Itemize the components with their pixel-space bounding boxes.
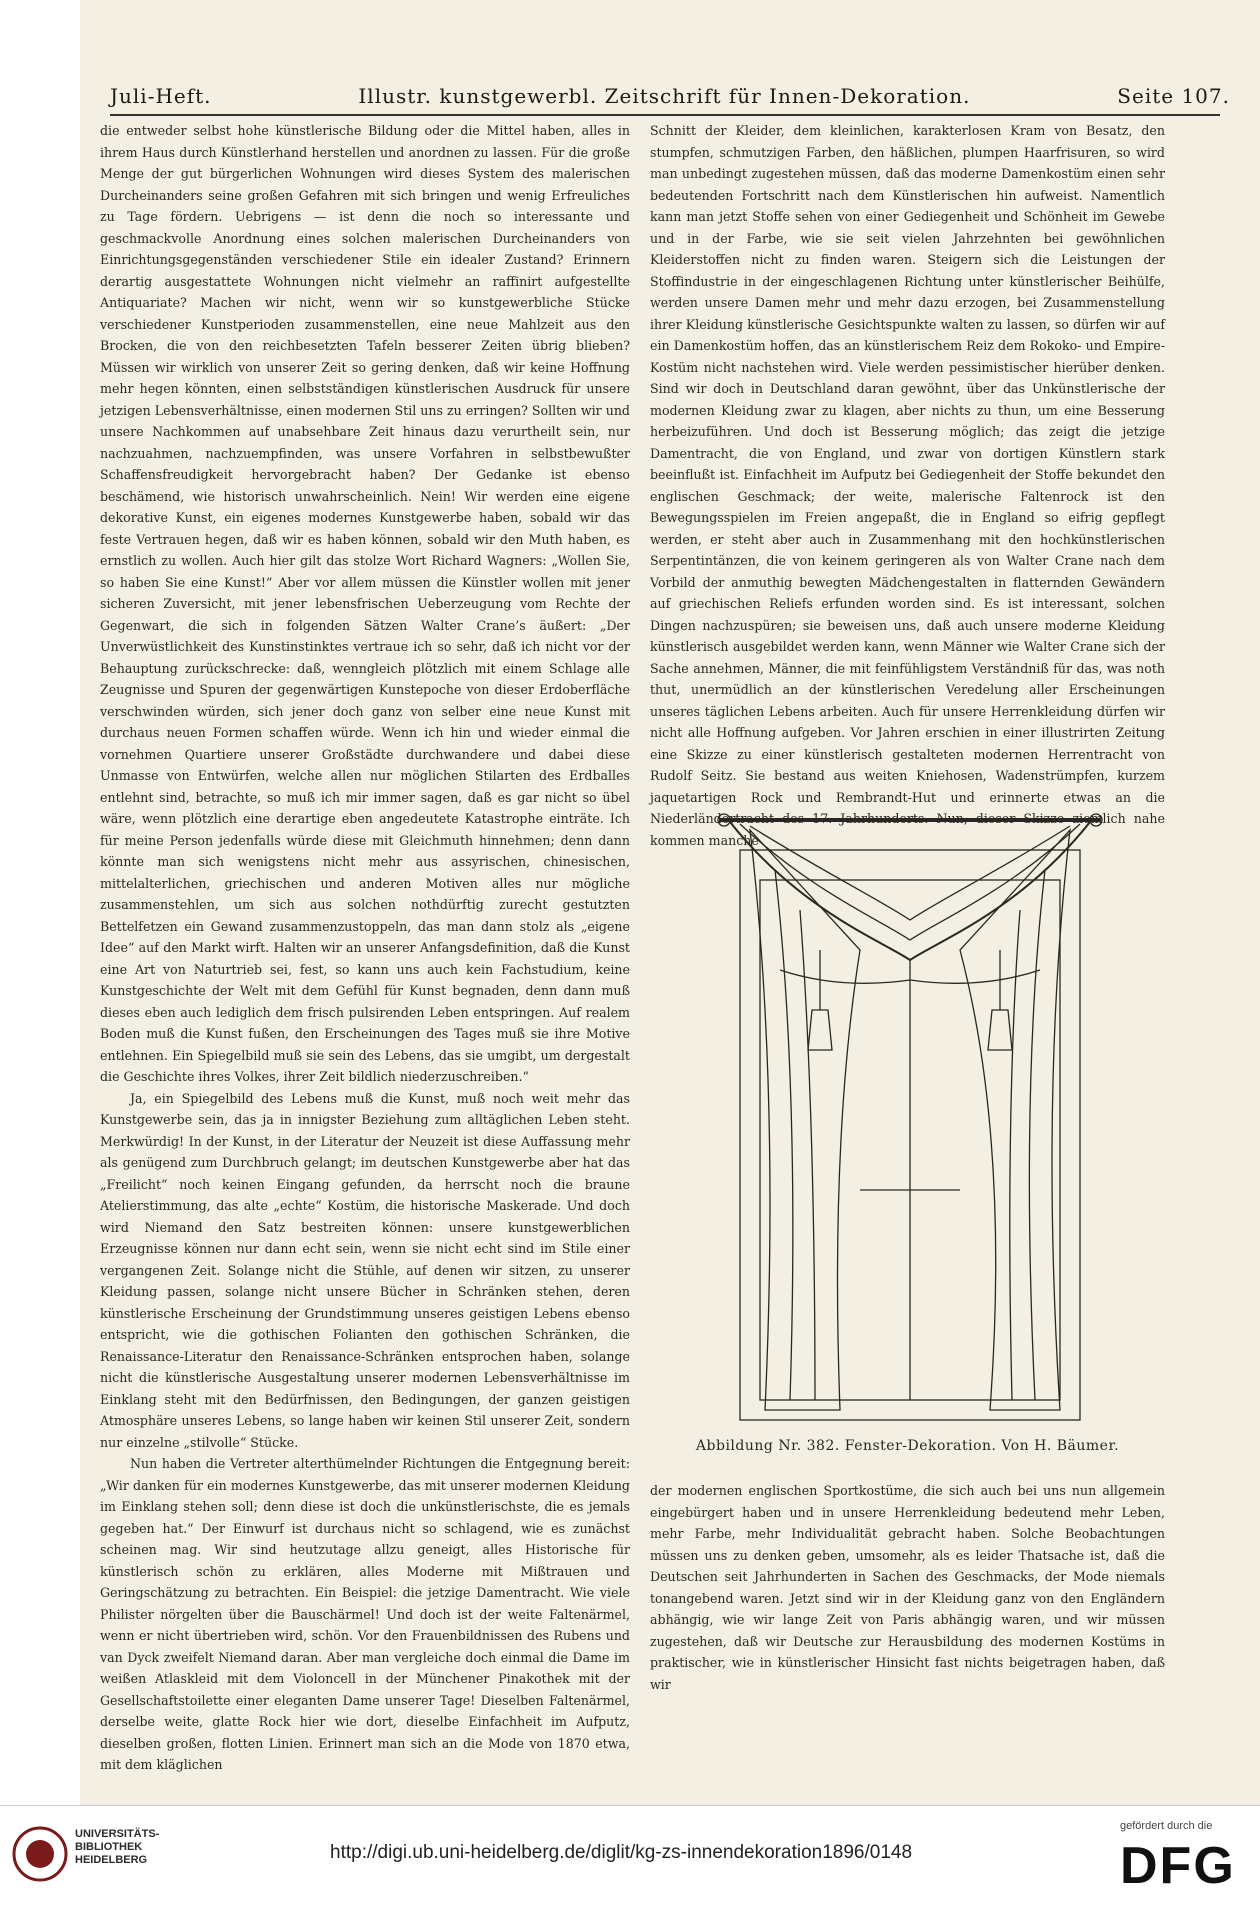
scanned-page [80,0,1260,1805]
curtain-left-fold [800,910,815,1400]
window-decoration-illustration [720,790,1100,1430]
paragraph: Schnitt der Kleider, dem kleinlichen, karakterlosen Kram von Besatz, den stumpfen, schmutzigen Farben, den häßlichen, plumpen Haarfrisuren, so wird man unbedingt zugestehen müssen, daß das moderne Damenkostüm einen sehr bedeutenden Fortschritt nach dem Künstlerischen hin aufweist. Namentlich kann man jetzt Stoffe sehen von einer Gediegenheit und Schönheit im Gewebe und in der Farbe, wie sie seit vielen Jahrzehnten bei gewöhnlichen Kleiderstoffen nicht zu finden waren. Steigern sich die Leistungen der Stoffindustrie in der eingeschlagenen Richtung unter künstlerischer Beihülfe, werden unsere Damen mehr und mehr dazu erzogen, bei Zusammenstellung ihrer Kleidung künstlerische Gesichtspunkte walten zu lassen, so dürfen wir auf ein Damenkostüm hoffen, das an künstlerischem Reiz dem Rokoko- und Empire-Kostüm nicht nachstehen wird. Viele werden pessimistischer hierüber denken. Sind wir doch in Deutschland daran gewöhnt, über das Unkünstlerische der modernen Kleidung zwar zu klagen, aber nichts zu thun, um eine Besserung herbeizuführen. Und doch ist Besserung möglich; das zeigt die jetzige Damentracht, die von England, und zwar von dortigen Künstlern stark beeinflußt ist. Einfachheit im Aufputz bei Gediegenheit der Stoffe bekundet den englischen Geschmack; der weite, malerische Faltenrock ist den Bewegungsspielen im Freien angepaßt, die in England so eifrig gepflegt werden, er steht aber auch in Zusammenhang mit den hochkünstlerischen Serpentintänzen, die von keinem geringeren als von Walter Crane nach dem Vorbild der anmuthig bewegten Mädchengestalten in flatternden Gewändern auf griechischen Reliefs erfunden worden sind. Es ist interessant, solchen Dingen nachzuspüren; sie beweisen uns, daß auch unsere moderne Kleidung künstlerisch ausgebildet werden kann, wenn Männer wie Walter Crane sich der Sache annehmen, Männer, die mit feinfühligstem Verständniß für das, was noth thut, unermüdlich an der künstlerischen Veredelung aller Erscheinungen unseres täglichen Lebens arbeiten. Auch für unsere Herrenkleidung dürfen wir nicht alle Hoffnung aufgeben. Vor Jahren erschien in einer illustrirten Zeitung eine Skizze zu einer künstlerisch gestalteten modernen Herrentracht von Rudolf Seitz. Sie bestand aus weiten Kniehosen, Wadenstrümpfen, kurzem jaquetartigen Rock und Rembrandt-Hut und erinnerte etwas an die Niederländertracht des 17. Jahrhunderts. Nun, dieser Skizze ziemlich nahe kommen manche [650,123,1165,848]
paragraph: Nun haben die Vertreter alterthümelnder Richtungen die Entgegnung bereit: „Wir danken für ein modernes Kunstgewerbe, das mit unserer modernen Kleidung im Einklang stehen soll; denn diese ist doch die unkünstlerischste, die es jemals gegeben hat.“ Der Einwurf ist durchaus nicht so schlagend, wie es zunächst scheinen mag. Wir sind heutzutage allzu geneigt, alles Historische für künstlerisch schön zu erklären, alles Moderne mit Mißtrauen und Geringschätzung zu betrachten. Ein Beispiel: die jetzige Damentracht. Wie viele Philister nörgelten über die Bauschärmel! Und doch ist der weite Faltenärmel, wenn er nicht übertrieben wird, schön. Vor den Frauenbildnissen des Rubens und van Dyck zweifelt Niemand daran. Aber man vergleiche doch einmal die Dame im weißen Atlaskleid mit dem Violoncell in der Münchener Pinakothek mit der Gesellschaftstoilette einer eleganten Dame unserer Tage! Dieselben Faltenärmel, derselbe weite, glatte Rock hier wie dort, dieselbe Einfachheit im Aufputz, dieselben großen, flotten Linien. Erinnert man sich an die Mode von 1870 etwa, mit dem kläglichen [100,1456,630,1772]
right-text-column-bottom [650,1480,1165,1692]
university-seal-icon [10,1824,70,1884]
tassel-right [988,950,1012,1050]
curtain-right-fold [1010,910,1020,1400]
library-name-line: BIBLIOTHEK [75,1841,143,1853]
curtain-left [750,830,860,1410]
header-page-number: Seite 107. [1117,84,1230,108]
running-header [110,72,1230,108]
funding-notice: gefördert durch die [1120,1820,1213,1832]
paragraph: Ja, ein Spiegelbild des Lebens muß die Kunst, muß noch weit mehr das Kunstgewerbe sein, das ja in innigster Beziehung zum alltäglichen Leben steht. Merkwürdig! In der Kunst, in der Literatur der Neuzeit ist diese Auffassung mehr als genügend zum Durchbruch gelangt; im deutschen Kunstgewerbe aber hat das „Freilicht“ noch keinen Eingang gefunden, da herrscht noch die braune Atelierstimmung, das alte „echte“ Kostüm, die historische Maskerade. Und doch wird Niemand den Satz bestreiten können: unsere kunstgewerblichen Erzeugnisse können nur dann echt sein, wenn sie nicht echt sind im Stile einer vergangenen Zeit. Solange nicht die Stühle, auf denen wir sitzen, zu unserer Kleidung passen, solange nicht unsere Bücher in Schränken stehen, deren künstlerische Erscheinung der Grundstimmung unseres geistigen Lebens ebenso entspricht, wie die gothischen Folianten den gothischen Schränken, die Renaissance-Literatur den Renaissance-Schränken entsprochen haben, solange nicht die künstlerische Ausgestaltung unserer modernen Lebensverhältnisse im Einklang steht mit den Bedürfnissen, den Bedingungen, der ganzen geistigen Atmosphäre unseres Lebens, so lange haben wir keinen Stil unserer Zeit, sondern nur einzelne „stilvolle“ Stücke. [100,1090,630,1450]
curtain-right-fold [1029,870,1045,1400]
right-text-column-top [650,120,1165,848]
figure-caption: Abbildung Nr. 382. Fenster-Dekoration. Von H. Bäumer. [695,1438,1120,1454]
paragraph: die entweder selbst hohe künstlerische Bildung oder die Mittel haben, alles in ihrem Haus durch Künstlerhand herstellen und anordnen zu lassen. Für die große Menge der gut bürgerlichen Wohnungen wird dieses System des malerischen Durcheinanders seine großen Gefahren mit sich bringen und wenig Erfreuliches zu Tage fördern. Uebrigens — ist denn die noch so interessante und geschmackvolle Anordnung eines solchen malerischen Durcheinanders von Einrichtungsgegenständen verschiedener Stile ein idealer Zustand? Erinnern derartig ausgestattete Wohnungen nicht vielmehr an raffinirt aufgestellte Antiquariate? Machen wir nicht, wenn wir so kunstgewerbliche Stücke verschiedener Kunstperioden zusammenstellen, eine neue Mahlzeit aus den Brocken, die von den reichbesetzten Tafeln besserer Zeiten übrig blieben? Müssen wir wirklich von unserer Zeit so gering denken, daß wir keine Hoffnung mehr hegen könnten, einen selbstständigen künstlerischen Ausdruck für unsere jetzigen Lebensverhältnisse, einen modernen Stil uns zu erringen? Sollten wir und unsere Nachkommen auf unabsehbare Zeit hinaus dazu verurtheilt sein, nur nachzuahmen, nachzuempfinden, was unsere Vorfahren in selbstbewußter Schaffensfreudigkeit hervorgebracht haben? Der Gedanke ist ebenso beschämend, wie historisch unwahrscheinlich. Nein! Wir werden eine eigene dekorative Kunst, ein eigenes modernes Kunstgewerbe haben, sobald wir das feste Vertrauen hegen, daß wir es haben können, sobald wir den Muth haben, es ernstlich zu wollen. Auch hier gilt das stolze Wort Richard Wagners: „Wollen Sie, so haben Sie eine Kunst!“ Aber vor allem müssen die Künstler wollen mit jener sicheren Zuversicht, mit jener lebensfrischen Ueberzeugung vom Rechte der Gegenwart, die sich in folgenden Sätzen Walter Crane’s äußert: „Der Unverwüstlichkeit des Kunstinstinktes vertraue ich so sehr, daß ich nicht vor der Behauptung zurückschrecke: daß, wenngleich plötzlich mit einem Schlage alle Zeugnisse und Spuren der gegenwärtigen Kunstepoche von dieser Erdoberfläche verschwinden würden, sich jener doch ganz von selber eine neue Kunst mit durchaus neuen Formen schaffen würde. Wenn ich hin und wieder einmal die vornehmen Quartiere unserer Großstädte durchwandere und dabei diese Unmasse von Entwürfen, welche allen nur möglichen Stilarten des Erdballes entlehnt sind, betrachte, so muß ich mir immer sagen, daß es gar nicht so übel wäre, wenn plötzlich eine derartige eben angedeutete Katastrophe einträte. Ich für meine Person jedenfalls würde diese mit Gleichmuth hinnehmen; denn dann könnte man sich wenigstens nicht mehr aus assyrischen, chinesischen, mittelalterlichen, griechischen und anderen Motiven alles nur mögliche zusammenstehlen, um sich aus solchen nothdürftig zurecht gestutzten Bettelfetzen ein Gewand zusammenzustoppeln, das man dann stolz als „eigene Idee“ auf den Markt wirft. Halten wir an unserer Anfangsdefinition, daß die Kunst eine Art von Naturtrieb sei, fest, so kann uns auch kein Fachstudium, keine Kunstgeschichte der Welt mit dem Gefühl für Kunst begnaden, denn dann muß dieses eben auch lediglich dem frisch pulsirenden Leben entspringen. Auf realem Boden muß die Kunst fußen, den Erscheinungen des Tages muß sie ihre Motive entlehnen. Ein Spiegelbild muß sie sein des Lebens, das sie umgibt, um dergestalt die Geschichte ihres Volkes, ihrer Zeit bildlich niederzuschreiben.“ [100,123,630,1084]
header-rule [110,114,1220,116]
left-text-column [100,120,630,1772]
curtain-left-fold [775,870,793,1400]
header-journal-title: Illustr. kunstgewerbl. Zeitschrift für Innen-Dekoration. [358,84,971,108]
dfg-logo: DFG [1120,1837,1236,1895]
library-name [75,1828,185,1867]
library-name-line: HEIDELBERG [75,1854,148,1866]
curtain-right [960,830,1070,1410]
paragraph: der modernen englischen Sportkostüme, die sich auch bei uns nun allgemein eingebürgert haben und in unsere Herrenkleidung bedeutend mehr Leben, mehr Farbe, mehr Individualität gebracht haben. Solche Beobachtungen müssen uns zu denken geben, umsomehr, als es leider Thatsache ist, daß die Deutschen seit Jahrhunderten in Sachen des Geschmacks, der Mode niemals tonangebend waren. Jetzt sind wir in der Kleidung ganz von den Engländern abhängig, wie wir lange Zeit von Paris abhängig waren, und wir müssen zugestehen, daß wir Deutsche zur Herausbildung des modernen Kostüms in praktischer, wie in künstlerischer Hinsicht fast nichts beigetragen haben, daß wir [650,1483,1165,1692]
library-name-line: UNIVERSITÄTS- [75,1828,160,1840]
header-issue: Juli-Heft. [110,84,212,108]
drape-swag-fold [750,826,1070,920]
tassel-left [808,950,832,1050]
permalink-url[interactable]: http://digi.ub.uni-heidelberg.de/diglit/kg-zs-innendekoration1896/0148 [330,1842,913,1863]
drape-swag-fold [740,824,1080,940]
footer-bar [0,1805,1260,1911]
